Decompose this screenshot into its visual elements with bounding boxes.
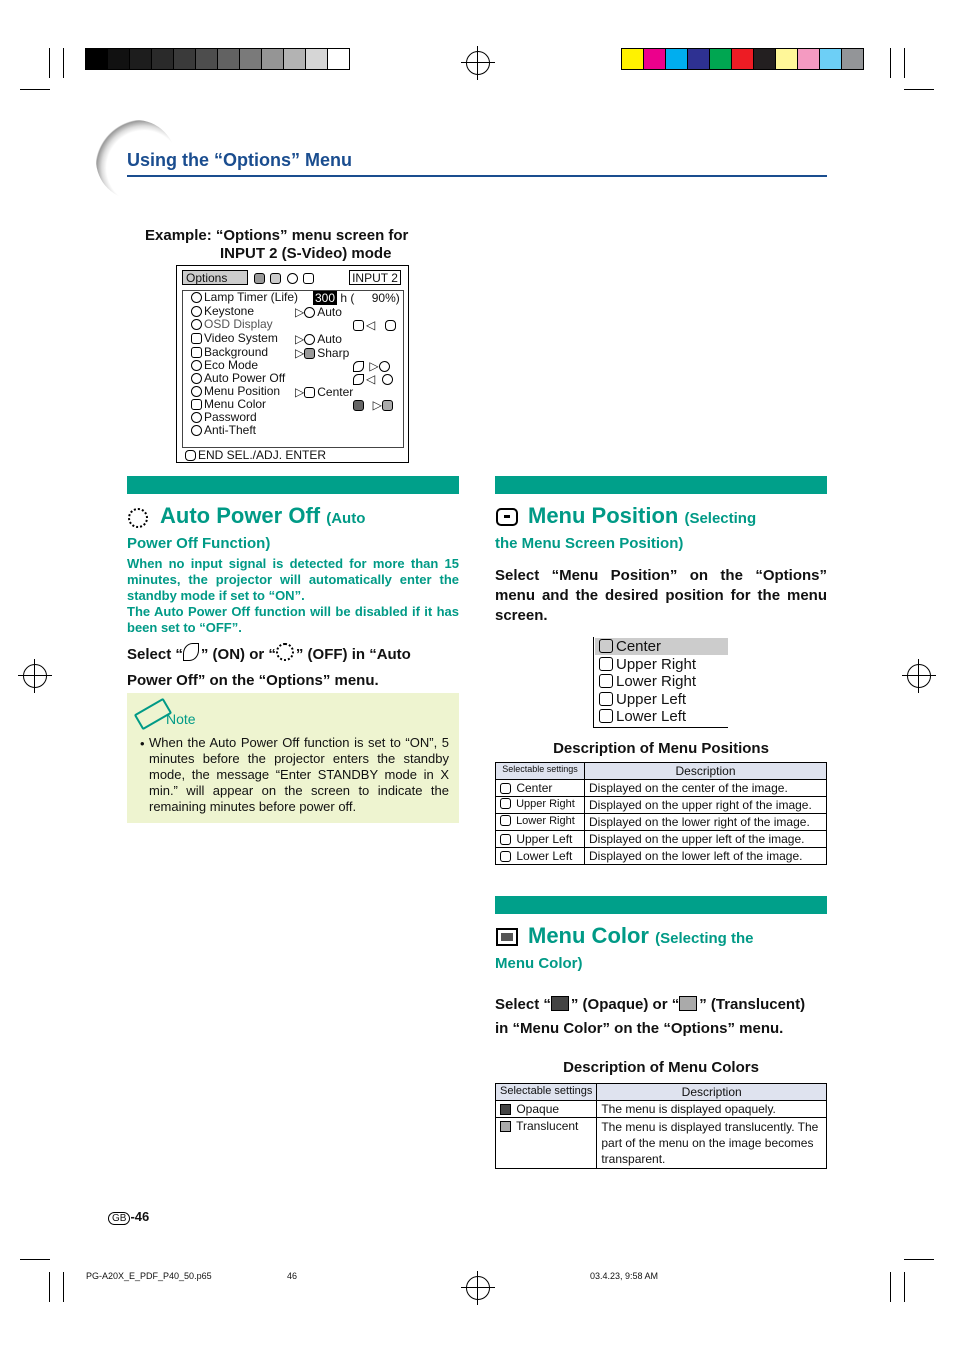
options-tab-icon	[287, 273, 298, 284]
upper-right-position-icon	[500, 798, 511, 809]
registration-mark-bottom	[466, 1276, 490, 1300]
table-row: Lower Right Displayed on the lower right of the image.	[496, 814, 827, 831]
lamp-icon	[191, 292, 202, 303]
menu-row-osd-display: OSD Display	[191, 318, 273, 331]
table-row: Upper Left Displayed on the upper left of the image.	[496, 831, 827, 848]
upper-left-position-icon	[500, 834, 511, 845]
auto-power-off-title: Auto Power Off (Auto	[160, 503, 366, 528]
menu-position-options	[593, 637, 728, 728]
background-value: ▷ Sharp	[295, 346, 350, 360]
language-tab-icon	[303, 273, 314, 284]
footer-file: PG-A20X_E_PDF_P40_50.p65	[86, 1271, 212, 1281]
menu-row-password: Password	[191, 411, 257, 424]
menu-colors-table	[495, 1083, 827, 1169]
footer-file-page: 46	[287, 1271, 298, 1281]
menu-position-value: ▷ Center	[295, 385, 354, 399]
menu-color-title: Menu Color (Selecting the	[528, 923, 754, 948]
gb-badge: GB	[108, 1212, 130, 1225]
position-option-lower-right[interactable]: Lower Right	[595, 673, 696, 690]
auto-power-off-options: ◁	[353, 372, 395, 386]
table-row: Upper Right Displayed on the upper right of the image.	[496, 797, 827, 814]
table-row: Center Displayed on the center of the image.	[496, 780, 827, 797]
position-option-upper-right[interactable]: Upper Right	[595, 656, 696, 673]
col-selectable-settings: Selectable settings	[496, 1084, 597, 1101]
lamp-value: 300 h ( 90%)	[315, 291, 400, 305]
note-box	[127, 693, 459, 823]
example-caption-1: Example: “Options” menu screen for	[145, 227, 409, 244]
auto-power-off-icon	[191, 373, 202, 384]
example-caption-2: INPUT 2 (S-Video) mode	[220, 245, 392, 262]
keystone-value: ▷ Auto	[295, 305, 342, 319]
anti-theft-icon	[191, 425, 202, 436]
center-position-icon	[599, 639, 613, 653]
opaque-icon	[551, 996, 569, 1011]
auto-power-off-title-icon	[128, 508, 148, 528]
auto-power-off-intro2: The Auto Power Off function will be disabled if it has been set to “OFF”.	[127, 604, 459, 635]
on-leaf-icon	[183, 643, 199, 661]
color-bar	[621, 48, 864, 70]
menu-footer: END SEL./ADJ. ENTER	[185, 448, 326, 462]
eco-mode-options: ▷	[353, 359, 392, 373]
menu-list	[182, 290, 404, 448]
menu-row-menu-position: Menu Position	[191, 385, 280, 398]
menu-row-anti-theft: Anti-Theft	[191, 424, 256, 437]
upper-left-position-icon	[599, 692, 613, 706]
table-row: Translucent The menu is displayed translucently. The part of the menu on the image becomes transparent.	[496, 1118, 827, 1169]
osd-options: ◁	[353, 318, 398, 332]
video-system-value: ▷ Auto	[295, 332, 342, 346]
opaque-icon	[500, 1104, 511, 1115]
menu-position-title: Menu Position (Selecting	[528, 503, 757, 528]
menu-row-auto-power-off: Auto Power Off	[191, 372, 285, 385]
menu-colors-table-title: Description of Menu Colors	[563, 1059, 759, 1076]
tab-icons	[254, 271, 324, 285]
note-text: When the Auto Power Off function is set to “ON”, 5 minutes before the projector enters the standby mode, the message “Enter STANDBY mode in X min.” will appear on the screen to indicate the remaining minutes before power off.	[149, 735, 449, 814]
table-row: Lower Left Displayed on the lower left of the image.	[496, 848, 827, 865]
note-bullet: •	[140, 736, 145, 751]
position-option-upper-left[interactable]: Upper Left	[595, 691, 686, 708]
auto-power-off-subtitle: Power Off Function)	[127, 535, 271, 552]
menu-color-title-icon	[496, 928, 518, 946]
lower-left-position-icon	[599, 709, 613, 723]
audio-tab-icon	[270, 273, 281, 284]
lower-left-position-icon	[500, 851, 511, 862]
end-icon	[185, 450, 196, 461]
menu-position-icon	[191, 386, 202, 397]
translucent-icon	[679, 996, 697, 1011]
auto-power-off-bar	[127, 476, 459, 494]
menu-row-keystone: Keystone	[191, 305, 254, 318]
menu-color-bar	[495, 896, 827, 914]
table-row: Opaque The menu is displayed opaquely.	[496, 1101, 827, 1118]
menu-color-instruction: Select “ ” (Opaque) or “ ” (Translucent) in “Menu Color” on the “Options” menu.	[495, 996, 806, 1037]
menu-position-bar	[495, 476, 827, 494]
header-rule	[127, 175, 827, 177]
auto-power-off-intro: When no input signal is detected for more than 15 minutes, the projector will automatically enter the standby mode if set to “ON”.	[127, 556, 459, 603]
menu-row-menu-color: Menu Color	[191, 398, 266, 411]
grayscale-bar	[85, 48, 350, 70]
note-label: Note	[166, 711, 196, 727]
menu-row-eco-mode: Eco Mode	[191, 359, 258, 372]
options-tab: Options	[182, 270, 248, 285]
section-title: Using the “Options” Menu	[127, 150, 352, 170]
menu-position-subtitle: the Menu Screen Position)	[495, 535, 684, 552]
registration-mark-left	[23, 664, 47, 688]
col-description: Description	[597, 1084, 827, 1101]
off-power-icon	[276, 643, 294, 661]
video-system-icon	[191, 333, 202, 344]
footer-timestamp: 03.4.23, 9:58 AM	[590, 1271, 659, 1281]
menu-row-video-system: Video System	[191, 332, 278, 345]
position-option-lower-left[interactable]: Lower Left	[595, 708, 686, 725]
registration-mark-right	[907, 664, 931, 688]
osd-icon	[191, 319, 202, 330]
registration-mark-top	[466, 51, 490, 75]
page-number: GB -46	[108, 1209, 149, 1225]
menu-color-icon	[191, 399, 202, 410]
menu-color-options: ▷	[353, 398, 395, 412]
menu-position-intro: Select “Menu Position” on the “Options” menu and the desired position for the menu screen.	[495, 567, 827, 624]
center-position-icon	[500, 783, 511, 794]
lower-right-position-icon	[500, 815, 511, 826]
background-icon	[191, 347, 202, 358]
auto-power-off-instruction: Select “ ” (ON) or “ ” (OFF) in “Auto Power Off” on the “Options” menu.	[127, 642, 459, 694]
menu-positions-table-title: Description of Menu Positions	[553, 740, 769, 757]
position-option-center[interactable]: Center	[595, 638, 728, 655]
menu-position-title-icon	[496, 508, 518, 526]
picture-tab-icon	[254, 273, 265, 284]
col-selectable-settings: Selectable settings	[496, 763, 585, 780]
menu-positions-table	[495, 762, 827, 865]
translucent-icon	[500, 1121, 511, 1132]
lower-right-position-icon	[599, 674, 613, 688]
col-description: Description	[585, 763, 827, 780]
menu-row-lamp-timer: Lamp Timer (Life)	[191, 291, 298, 304]
menu-row-background: Background	[191, 346, 268, 359]
eco-mode-icon	[191, 360, 202, 371]
options-menu-screen	[176, 265, 409, 463]
keystone-icon	[191, 306, 202, 317]
password-icon	[191, 412, 202, 423]
upper-right-position-icon	[599, 657, 613, 671]
input-label: INPUT 2	[349, 270, 401, 285]
menu-color-subtitle: Menu Color)	[495, 955, 583, 972]
